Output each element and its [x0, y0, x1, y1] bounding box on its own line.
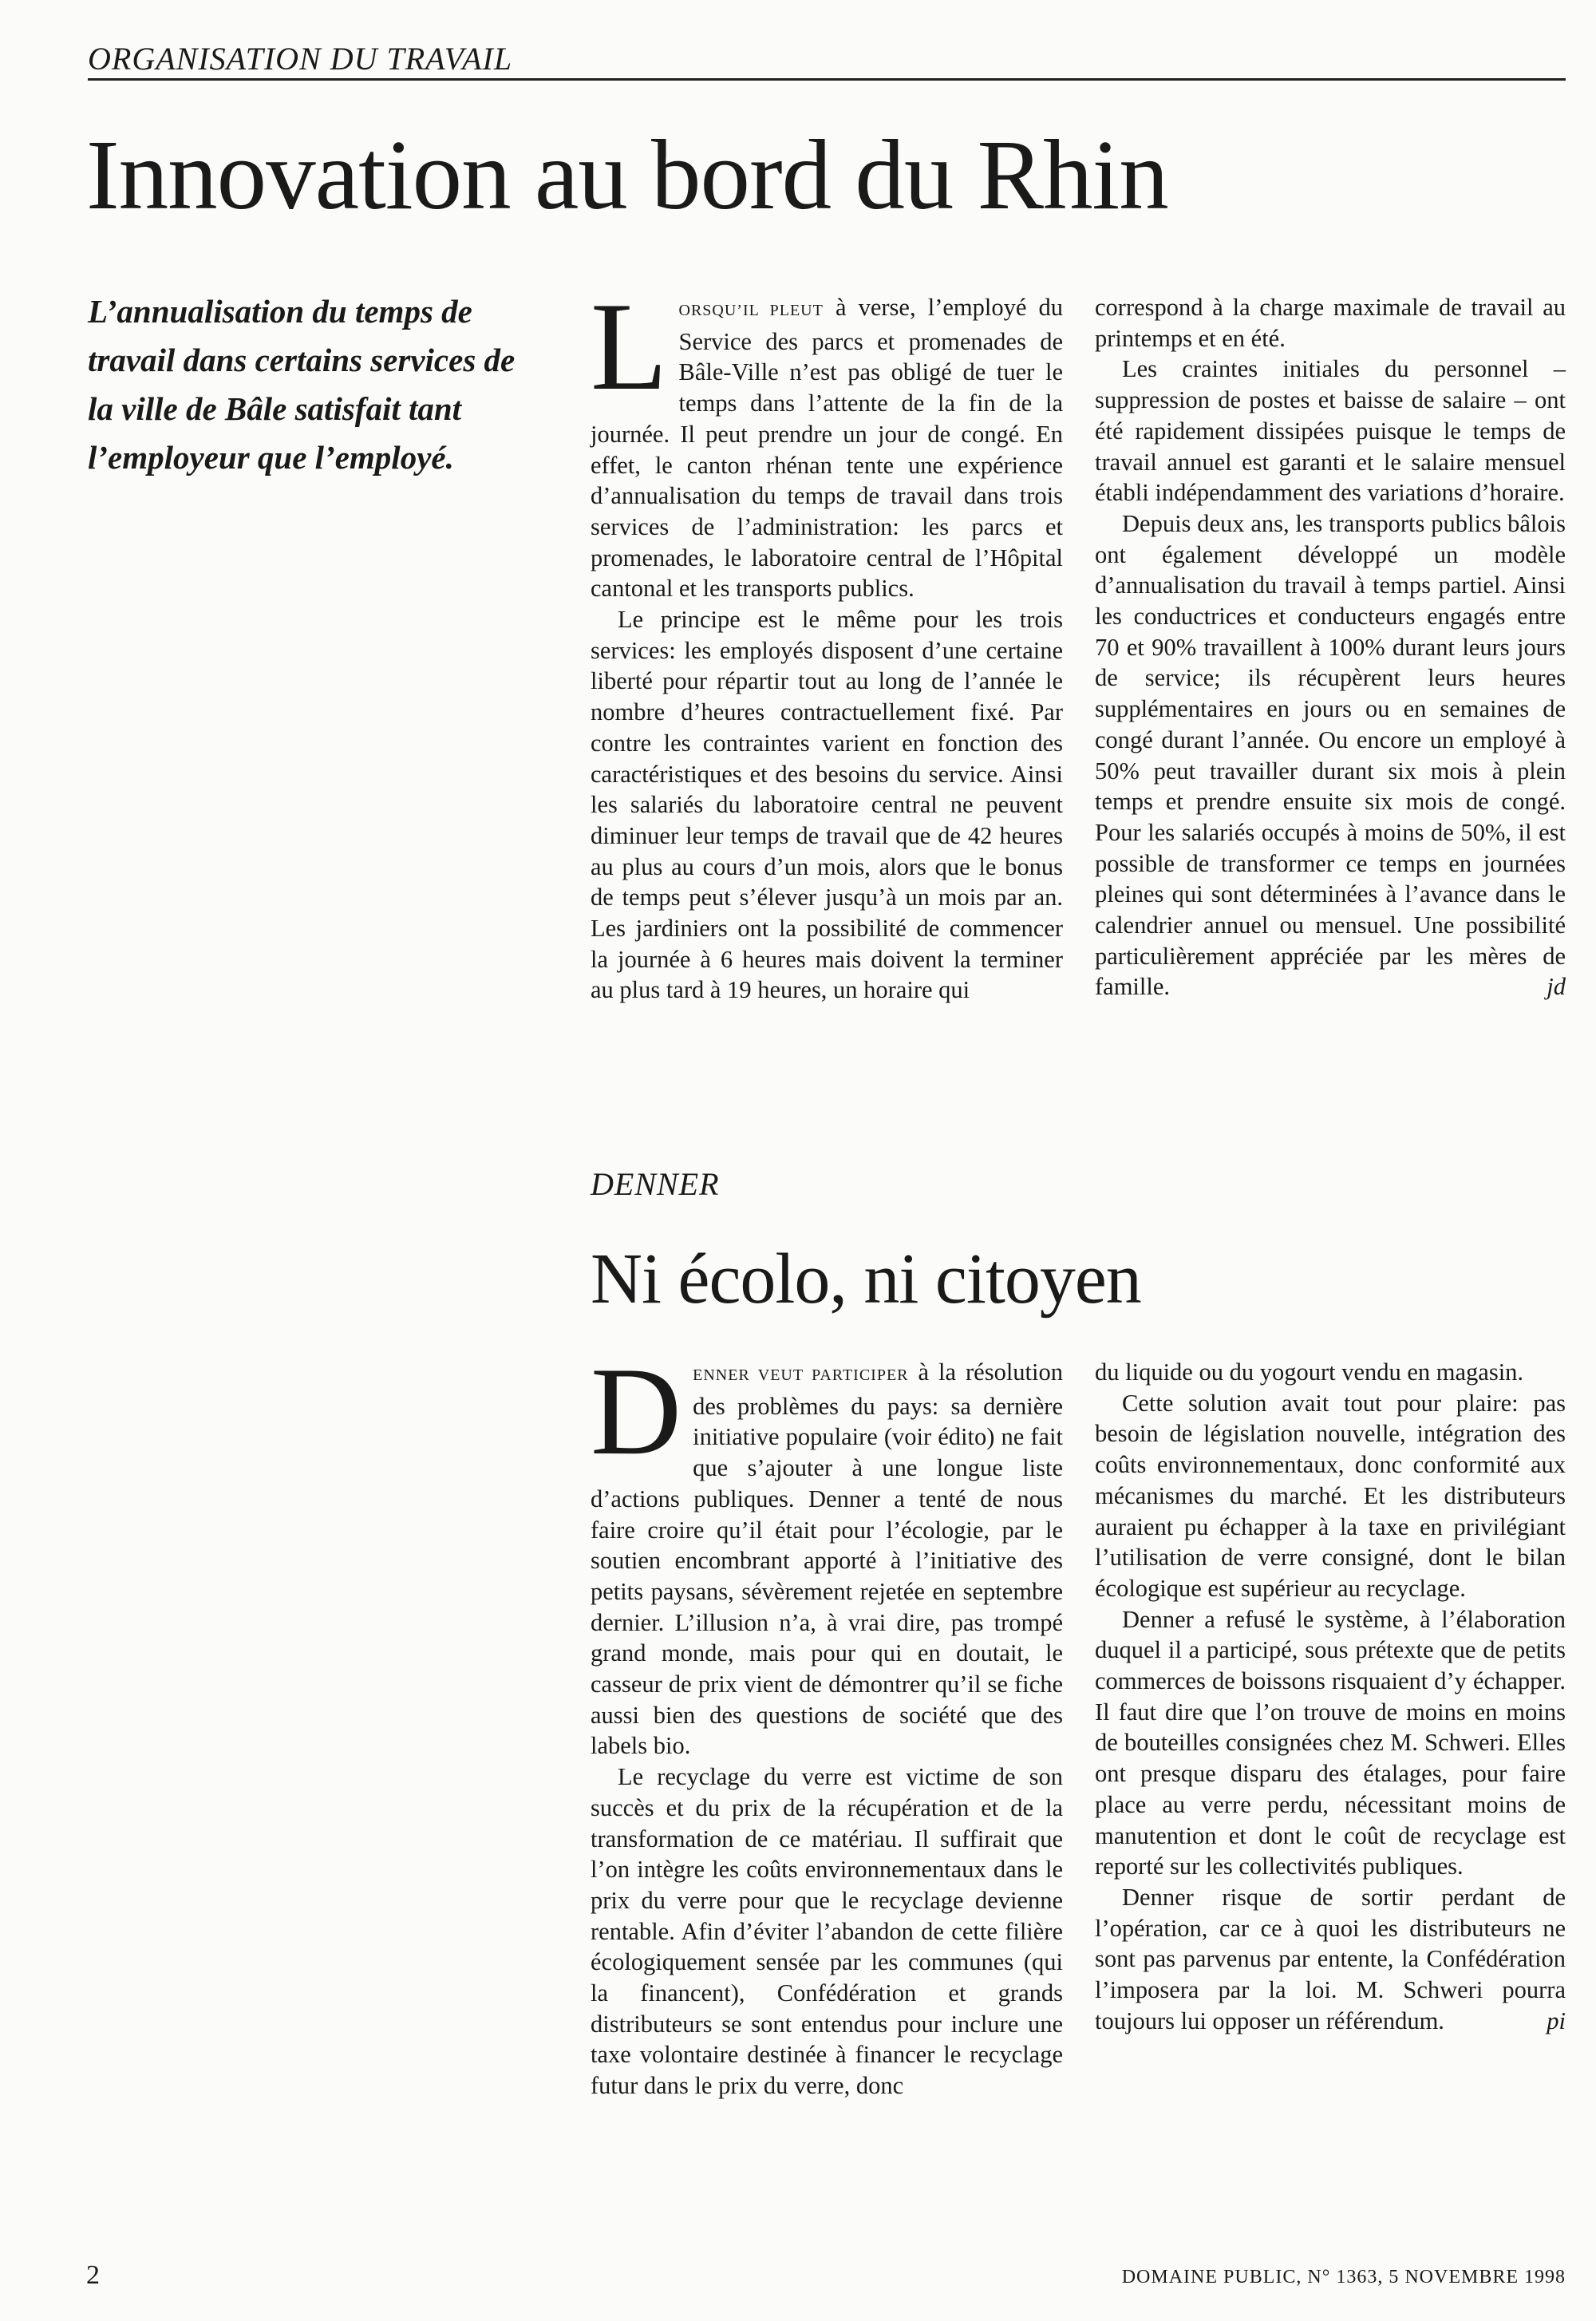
paragraph-text: Depuis deux ans, les transports publics bâlois ont également développé un modèle d’annualisation du travail à temps partiel. Ainsi les conductrices et conducteurs engagés entre 70 et 90% travaillent à 100% durant leurs jours de service; ils récupèrent leurs heures supplémentaires en jours ou en semaines de congé durant l’année. Ou encore un employé à 50% peut travailler durant six mois à plein temps et prendre ensuite six mois de congé. Pour les salariés occupés à moins de 50%, il est possible de transformer ce temps en journées pleines qui sont déterminées à l’avance dans le calendrier annuel ou mensuel. Une possibilité particulièrement appréciée par les mères de famille. — [1095, 509, 1566, 1001]
paragraph-text: Denner risque de sortir perdant de l’opération, car ce à quoi les distributeurs ne sont pas parvenus par entente, la Confédération l’imposera par la loi. M. Schweri pourra toujours lui opposer un référendum. — [1095, 1883, 1566, 2034]
header-rule — [88, 78, 1566, 81]
article-lede: L’annualisation du temps de travail dans certains services de la ville de Bâle satisfait tant l’employeur que l’employé. — [88, 293, 516, 476]
article-title-denner: Ni écolo, ni citoyen — [591, 1240, 1141, 1319]
publication-info: DOMAINE PUBLIC, N° 1363, 5 NOVEMBRE 1998 — [1121, 2267, 1566, 2287]
lead-in-caps: ENNER VEUT PARTICIPER — [693, 1366, 909, 1384]
article1-paragraph-1 — [591, 277, 1063, 604]
article1-column-2 — [1095, 292, 1566, 1002]
article2-column-2 — [1095, 1357, 1566, 2036]
section-rubric-denner: DENNER — [591, 1166, 720, 1202]
article2-paragraph-2: Le recyclage du verre est victime de son succès et du prix de la récupération et de la transformation de ce matériau. Il suffirait que l’on intègre les coûts environnementaux dans le prix du verre pour que le recyclage devienne rentable. Afin d’éviter l’abandon de cette filière écologiquement sensée par les communes (qui la financent), Confédération et grands distributeurs se sont entendus pour inclure une taxe volontaire destinée à financer le recyclage futur dans le prix du verre, donc — [591, 1763, 1063, 2100]
drop-cap: D — [591, 1342, 682, 1481]
article1-paragraph-2: Le principe est le même pour les trois services: les employés disposent d’une certaine liberté pour répartir tout au long de l’année le nombre d’heures contractuellement fixé. Par contre les contraintes varient en fonction des caractéristiques et des besoins du service. Ainsi les salariés du laboratoire central ne peuvent diminuer leur temps de travail que de 42 heures au plus au cours d’un mois, alors que le bonus de temps peut s’élever jusqu’à un mois par an. Les jardiniers ont la possibilité de commencer la journée à 6 heures mais doivent la terminer au plus tard à 19 heures, un horaire qui — [591, 606, 1063, 1004]
article1-paragraph-4: Les craintes initiales du personnel – suppression de postes et baisse de salaire – ont été rapidement dissipées puisque le temps de travail annuel est garanti et le salaire mensuel établi indépendamment des variations d’horaire. — [1095, 355, 1566, 507]
article1-column-1 — [591, 277, 1063, 1006]
section-rubric: ORGANISATION DU TRAVAIL — [88, 41, 513, 77]
paragraph-text: à la résolution des problèmes du pays: sa dernière initiative populaire (voir édito) ne fait que s’ajouter à une longue liste d’actions publiques. Denner a tenté de nous faire croire qu’il était pour l’écologie, par le soutien encombrant apporté à l’initiative des petits paysans, sévèrement rejetée en septembre dernier. L’illusion n’a, à vrai dire, pas trompé grand monde, mais pour qui en doutait, le casseur de prix vient de démontrer qu’il se fiche aussi bien des questions de société que des labels bio. — [591, 1358, 1063, 1760]
article2-paragraph-1 — [591, 1342, 1063, 1762]
drop-cap: L — [591, 277, 668, 417]
article1-paragraph-5 — [1095, 508, 1566, 1002]
lead-in-caps: ORSQU’IL PLEUT — [678, 302, 824, 319]
paragraph-text: à verse, l’employé du Service des parcs et promenades de Bâle-Ville n’est pas obligé de tuer le temps dans l’attente de la fin de la journée. Il peut prendre un jour de congé. En effet, le canton rhénan tente une expérience d’annualisation du temps de travail dans trois services de l’administration: les parcs et promenades, le laboratoire central de l’Hôpital cantonal et les transports publics. — [591, 294, 1063, 603]
author-signature: jd — [1547, 973, 1566, 1001]
article-title: Innovation au bord du Rhin — [86, 121, 1168, 231]
article2-column-1 — [591, 1342, 1063, 2102]
page-number: 2 — [86, 2260, 100, 2290]
author-signature: pi — [1547, 2007, 1566, 2034]
article2-paragraph-4: Cette solution avait tout pour plaire: pas besoin de législation nouvelle, intégration des coûts environnementaux, donc conformité aux mécanismes du marché. Et les distributeurs auraient pu échapper à la taxe en privilégiant l’utilisation de verre consigné, dont le bilan écologique est supérieur au recyclage. — [1095, 1389, 1566, 1602]
article2-paragraph-6 — [1095, 1882, 1566, 2037]
article1-paragraph-3: correspond à la charge maximale de travail au printemps et en été. — [1095, 294, 1566, 352]
article2-paragraph-3: du liquide ou du yogourt vendu en magasin. — [1095, 1358, 1524, 1386]
article2-paragraph-5: Denner a refusé le système, à l’élaboration duquel il a participé, sous prétexte que de petits commerces de boissons risquaient d’y échapper. Il faut dire que l’on trouve de moins en moins de bouteilles consignées chez M. Schweri. Elles ont presque disparu des étalages, pour faire place au verre perdu, nécessitant moins de manutention et dont le coût de recyclage est reporté sur les collectivités publiques. — [1095, 1605, 1566, 1880]
